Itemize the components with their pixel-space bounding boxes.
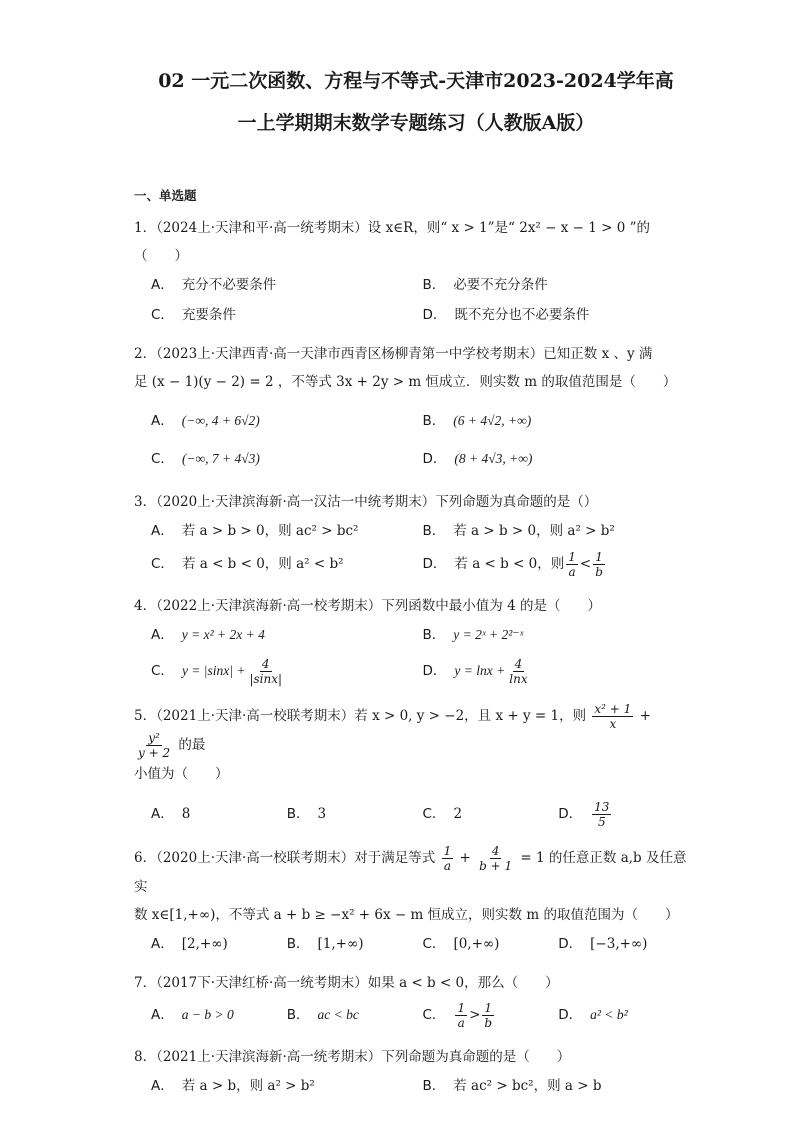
option-b[interactable]: B． ac < bc — [286, 1007, 359, 1023]
question-7 — [134, 969, 694, 1033]
option-a[interactable]: A． 若 a > b > 0，则 ac² > bc² — [151, 523, 359, 539]
fraction-1-over-a: $\frac{1}{a}$ — [568, 549, 576, 579]
option-c[interactable]: C． $\frac{1}{a}$ > $\frac{1}{b}$ — [422, 1000, 493, 1030]
question-6 — [134, 844, 694, 959]
title-line-2: 一上学期期末数学专题练习（人教版A版） — [237, 112, 595, 134]
question-1 — [134, 214, 694, 330]
fraction-1-over-a: $\frac{1}{a}$ — [457, 1000, 466, 1030]
question-2-options — [151, 402, 694, 478]
option-d[interactable]: D． (8 + 4√3, +∞) — [422, 451, 533, 467]
question-4-stem: 4．（2022上·天津滨海新·高一校考期末）下列函数中最小值为 4 的是（ ） — [134, 598, 601, 614]
question-6-options — [151, 929, 694, 959]
document-title — [116, 0, 716, 144]
question-6-stem-line-1: 6．（2020上·天津·高一校联考期末）对于满足等式 $\frac{1}{a}$ + $\frac{4}{b + 1}$ = 1 的任意正数 a,b 及任意实 — [134, 844, 687, 895]
option-c[interactable]: C． [0,+∞) — [422, 936, 500, 952]
option-c[interactable]: C． 若 a < b < 0，则 a² < b² — [151, 556, 344, 572]
fraction-1-over-b: $\frac{1}{b}$ — [595, 549, 603, 579]
option-d[interactable]: D． [−3,+∞) — [558, 936, 648, 952]
option-a[interactable]: A． y = x² + 2x + 4 — [151, 627, 265, 643]
question-4-options — [151, 620, 694, 692]
option-b[interactable]: B． [1,+∞) — [286, 936, 364, 952]
question-1-options — [151, 270, 694, 330]
title-line-1: 02 一元二次函数、方程与不等式-天津市2023-2024学年高 — [158, 70, 674, 92]
question-5-options — [151, 794, 694, 834]
option-c[interactable]: C． 2 — [422, 806, 463, 822]
question-6-stem-line-2: 数 x∈[1,+∞)，不等式 a + b ≥ −x² + 6x − m 恒成立，则实数 m 的取值范围为（ ） — [134, 907, 679, 923]
option-d[interactable]: D． 若 a < b < 0，则 $\frac{1}{a}$ < $\frac{1}{b}$ — [422, 549, 603, 579]
fraction-y2-over-yp2: $\frac{\text{y²}}{y + 2}$ — [138, 731, 171, 760]
option-b[interactable]: B． 若 ac² > bc²，则 a > b — [422, 1078, 602, 1094]
option-a[interactable]: A． a − b > 0 — [151, 1007, 234, 1023]
fraction-4-over-abs-sinx: $\frac{4}{|\sin x|}$ — [249, 656, 283, 686]
question-3-stem: 3．（2020上·天津滨海新·高一汉沽一中统考期末）下列命题为真命题的是（） — [134, 494, 598, 510]
option-b[interactable]: B． 必要不充分条件 — [422, 277, 548, 293]
question-3-options — [151, 516, 694, 582]
fraction-1-over-a: $\frac{1}{a}$ — [443, 844, 452, 873]
option-a[interactable]: A． 充分不必要条件 — [151, 277, 277, 293]
question-5-stem-line-1: 5．（2021上·天津·高一校联考期末）若 x > 0, y > −2，且 x + y = 1，则 $\frac{\text{x² + 1}}{x}$ + $\frac{\text{y²}}{y + 2}$ 的最 — [134, 702, 651, 760]
fraction-x2p1-over-x: $\frac{\text{x² + 1}}{x}$ — [594, 702, 632, 731]
question-8 — [134, 1043, 694, 1101]
question-8-options — [151, 1071, 694, 1101]
question-2-stem-line-2: 足 (x − 1)(y − 2) = 2 ，不等式 3x + 2y > m 恒成立．则实数 m 的取值范围是（ ） — [134, 374, 677, 390]
option-b[interactable]: B． 若 a > b > 0，则 a² > b² — [422, 523, 615, 539]
option-c[interactable]: C． 充要条件 — [151, 307, 236, 323]
question-5 — [134, 702, 694, 834]
question-3 — [134, 488, 694, 582]
option-b[interactable]: B． (6 + 4√2, +∞) — [422, 413, 532, 429]
option-a[interactable]: A． [2,+∞) — [151, 936, 228, 952]
option-b[interactable]: B． 3 — [286, 806, 327, 822]
option-d[interactable]: D． a² < b² — [558, 1007, 628, 1023]
option-a[interactable]: A． 8 — [151, 806, 191, 822]
option-c[interactable]: C． (−∞, 7 + 4√3) — [151, 451, 260, 467]
question-7-options — [151, 997, 694, 1033]
fraction-13-over-5: $\frac{13}{5}$ — [594, 799, 610, 829]
option-d[interactable]: D． y = lnx + $\frac{4}{\ln x}$ — [422, 656, 528, 686]
question-5-stem-line-2: 小值为（ ） — [134, 766, 229, 782]
option-d[interactable]: D． $\frac{13}{5}$ — [558, 799, 610, 829]
fraction-1-over-b: $\frac{1}{b}$ — [484, 1000, 493, 1030]
option-b[interactable]: B． y = 2ˣ + 2²⁻ˣ — [422, 627, 524, 643]
question-1-stem: 1．（2024上·天津和平·高一统考期末）设 x∈R，则“ x > 1”是“ 2x² − x − 1 > 0 ”的（ ） — [134, 220, 651, 264]
question-2 — [134, 340, 694, 478]
option-a[interactable]: A． 若 a > b，则 a² > b² — [151, 1078, 315, 1094]
question-4 — [134, 592, 694, 692]
question-2-stem-line-1: 2．（2023上·天津西青·高一天津市西青区杨柳青第一中学校考期末）已知正数 x 、y 满 — [134, 346, 653, 362]
option-a[interactable]: A． (−∞, 4 + 6√2) — [151, 413, 260, 429]
option-c[interactable]: C． y = |sinx| + $\frac{4}{|\sin x|}$ — [151, 656, 283, 686]
option-d[interactable]: D． 既不充分也不必要条件 — [422, 307, 590, 323]
fraction-4-over-lnx: $\frac{4}{\ln x}$ — [509, 656, 528, 686]
section-heading: 一、单选题 — [134, 188, 197, 203]
question-8-stem: 8．（2021上·天津滨海新·高一统考期末）下列命题为真命题的是（ ） — [134, 1049, 571, 1065]
fraction-4-over-bp1: $\frac{4}{b + 1}$ — [479, 844, 513, 873]
question-7-stem: 7．（2017下·天津红桥·高一统考期末）如果 a < b < 0，那么（ ） — [134, 975, 559, 991]
